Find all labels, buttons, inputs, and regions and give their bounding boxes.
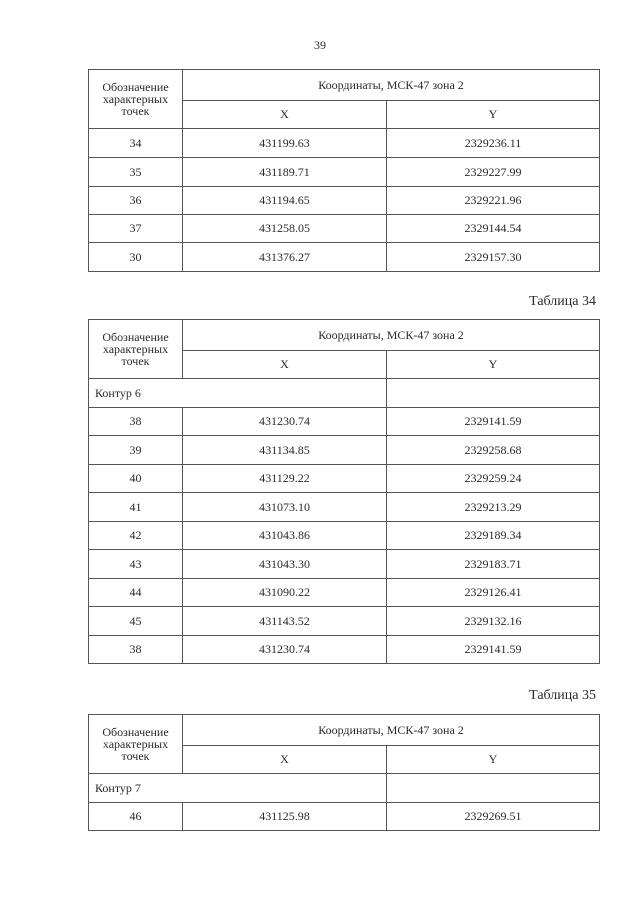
point-cell: 38 (89, 408, 183, 436)
point-cell: 37 (89, 215, 183, 243)
table-row (89, 158, 600, 187)
coords-header: Координаты, МСК-47 зона 2 (183, 320, 600, 351)
coordinates-table-1 (88, 69, 600, 272)
point-cell: 46 (89, 803, 183, 831)
empty-cell (387, 774, 600, 803)
y-cell: 2329144.54 (387, 215, 600, 243)
table-35-caption: Таблица 35 (529, 688, 596, 703)
y-cell: 2329183.71 (387, 550, 600, 579)
table-34-caption: Таблица 34 (529, 294, 596, 309)
table-row (89, 579, 600, 607)
x-header: X (183, 351, 387, 379)
y-cell: 2329141.59 (387, 636, 600, 664)
table-row (89, 187, 600, 215)
point-cell: 30 (89, 243, 183, 272)
points-header: Обозначение характерных точек (89, 715, 183, 774)
point-cell: 36 (89, 187, 183, 215)
point-cell: 35 (89, 158, 183, 187)
points-header: Обозначение характерных точек (89, 320, 183, 379)
table-row (89, 522, 600, 550)
y-cell: 2329126.41 (387, 579, 600, 607)
coords-header: Координаты, МСК-47 зона 2 (183, 715, 600, 746)
x-cell: 431043.86 (183, 522, 387, 550)
table-row (89, 215, 600, 243)
table-row (89, 493, 600, 522)
point-cell: 41 (89, 493, 183, 522)
contour-label: Контур 6 (89, 379, 387, 408)
y-cell: 2329221.96 (387, 187, 600, 215)
y-cell: 2329258.68 (387, 436, 600, 465)
contour-row (89, 774, 600, 803)
y-header: Y (387, 351, 600, 379)
point-cell: 45 (89, 607, 183, 636)
y-cell: 2329259.24 (387, 465, 600, 493)
point-cell: 40 (89, 465, 183, 493)
y-cell: 2329132.16 (387, 607, 600, 636)
y-cell: 2329269.51 (387, 803, 600, 831)
coords-header: Координаты, МСК-47 зона 2 (183, 70, 600, 101)
point-cell: 39 (89, 436, 183, 465)
point-cell: 38 (89, 636, 183, 664)
x-cell: 431125.98 (183, 803, 387, 831)
table-row (89, 436, 600, 465)
x-header: X (183, 746, 387, 774)
y-cell: 2329213.29 (387, 493, 600, 522)
x-header: X (183, 101, 387, 129)
point-cell: 34 (89, 129, 183, 158)
x-cell: 431230.74 (183, 408, 387, 436)
y-header: Y (387, 101, 600, 129)
table-row (89, 550, 600, 579)
x-cell: 431090.22 (183, 579, 387, 607)
y-cell: 2329189.34 (387, 522, 600, 550)
table-row (89, 408, 600, 436)
table-row (89, 243, 600, 272)
page-number: 39 (314, 38, 326, 52)
x-cell: 431199.63 (183, 129, 387, 158)
contour-label: Контур 7 (89, 774, 387, 803)
table-row (89, 636, 600, 664)
x-cell: 431143.52 (183, 607, 387, 636)
x-cell: 431194.65 (183, 187, 387, 215)
y-cell: 2329141.59 (387, 408, 600, 436)
coordinates-table-35 (88, 714, 600, 831)
point-cell: 43 (89, 550, 183, 579)
y-cell: 2329227.99 (387, 158, 600, 187)
x-cell: 431230.74 (183, 636, 387, 664)
points-header: Обозначение характерных точек (89, 70, 183, 129)
table-row (89, 803, 600, 831)
x-cell: 431134.85 (183, 436, 387, 465)
contour-row (89, 379, 600, 408)
y-header: Y (387, 746, 600, 774)
x-cell: 431073.10 (183, 493, 387, 522)
point-cell: 42 (89, 522, 183, 550)
x-cell: 431258.05 (183, 215, 387, 243)
x-cell: 431043.30 (183, 550, 387, 579)
table-row (89, 607, 600, 636)
coordinates-table-34 (88, 319, 600, 664)
empty-cell (387, 379, 600, 408)
y-cell: 2329157.30 (387, 243, 600, 272)
x-cell: 431189.71 (183, 158, 387, 187)
point-cell: 44 (89, 579, 183, 607)
x-cell: 431129.22 (183, 465, 387, 493)
table-row (89, 129, 600, 158)
x-cell: 431376.27 (183, 243, 387, 272)
y-cell: 2329236.11 (387, 129, 600, 158)
table-row (89, 465, 600, 493)
